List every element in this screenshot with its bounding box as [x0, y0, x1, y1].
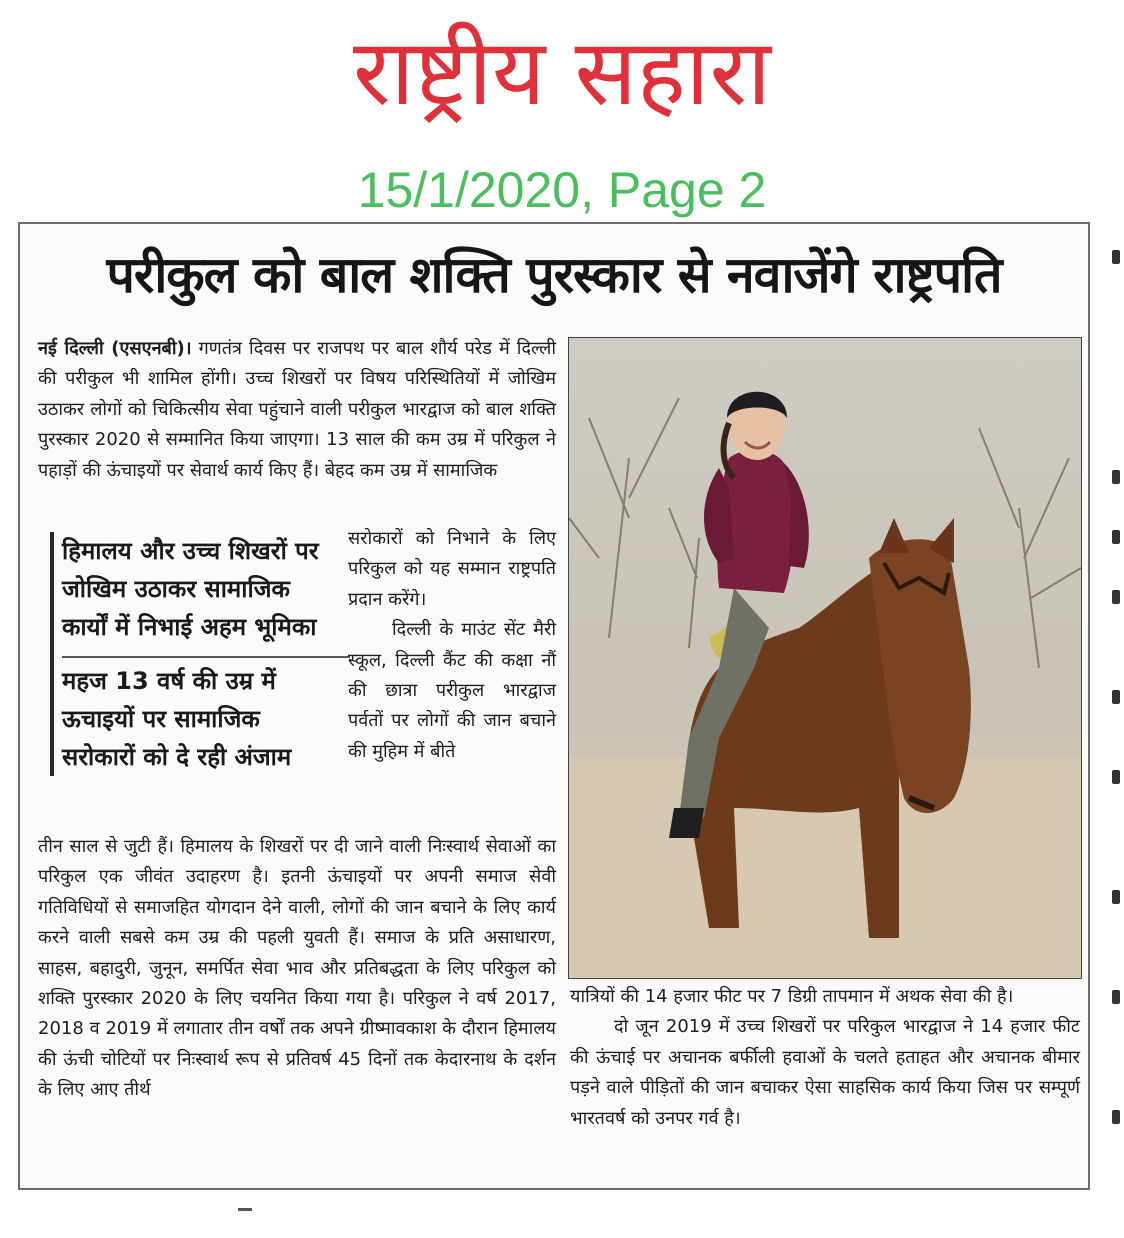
text-fragment — [1112, 470, 1120, 484]
article-right-column — [570, 982, 1080, 1134]
news-clipping — [18, 222, 1090, 1190]
article-intro-text: गणतंत्र दिवस पर राजपथ पर बाल शौर्य परेड में दिल्ली की परीकुल भी शामिल होंगी। उच्च शिखरों पर विषय परिस्थितियों में जोखिम उठाकर लोगों को चिकित्सीय सेवा पहुंचाने वाली परीकुल भारद्वाज को बाल शक्ति पुरस्कार 2020 से सम्मानित किया जाएगा। 13 साल की कम उम्र में परिकुल ने पहाड़ों की ऊंचाइयों पर सेवार्थ कार्य किए हैं। बेहद कम उम्र में सामाजिक — [38, 338, 556, 481]
page-fragment-mark — [238, 1208, 252, 1211]
pull-quote-1: हिमालय और उच्च शिखरों पर जोखिम उठाकर सामाजिक कार्यों में निभाई अहम भूमिका — [62, 537, 319, 641]
article-paragraph: दो जून 2019 में उच्च शिखरों पर परिकुल भारद्वाज ने 14 हजार फीट की ऊंचाई पर अचानक बर्फीली हवाओं के चलते हताहत और अचानक बीमार पड़ने वाले पीड़ितों की जान बचाकर ऐसा साहसिक कार्य किया जिस पर सम्पूर्ण भारतवर्ष को उनपर गर्व है। — [570, 1016, 1080, 1129]
adjacent-column-edge — [1100, 230, 1124, 1190]
article-paragraph: तीन साल से जुटी हैं। हिमालय के शिखरों पर दी जाने वाली निःस्वार्थ सेवाओं का परिकुल एक जीवंत उदाहरण है। इतनी ऊंचाइयों पर अपनी समाज सेवी गतिविधियों से समाजहित योगदान देने वाली, लोगों की जान बचाने के लिए कार्य करने वाली सबसे कम उम्र की पहली युवती हैं। समाज के प्रति असाधारण, साहस, बहादुरी, जुनून, समर्पित सेवा भाव और प्रतिबद्धता के लिए परिकुल को शक्ति पुरस्कार 2020 के लिए चयनित किया गया है। परिकुल ने वर्ष 2017, 2018 व 2019 में लगातार तीन वर्षों तक अपने ग्रीष्मावकाश के दौरान हिमालय की ऊंची चोटियों पर निःस्वार्थ रूप से प्रतिवर्ष 45 दिनों तक केदारनाथ के दर्शन के लिए आए तीर्थ — [38, 836, 556, 1101]
text-fragment — [1112, 690, 1120, 704]
pull-quote-box — [50, 532, 336, 776]
text-fragment — [1112, 250, 1120, 264]
newspaper-masthead: राष्ट्रीय सहारा — [353, 19, 771, 126]
text-fragment — [1112, 590, 1120, 604]
article-narrow-column — [348, 524, 556, 767]
article-headline: परीकुल को बाल शक्ति पुरस्कार से नवाजेंगे राष्ट्रपति — [106, 246, 1002, 304]
pull-quote-divider — [62, 656, 350, 658]
article-dateline-lead: नई दिल्ली (एसएनबी)। — [38, 338, 192, 359]
article-paragraph: यात्रियों की 14 हजार फीट पर 7 डिग्री तापमान में अथक सेवा की है। — [570, 986, 1014, 1007]
text-fragment — [1112, 1110, 1120, 1124]
text-fragment — [1112, 990, 1120, 1004]
text-fragment — [1112, 890, 1120, 904]
text-fragment — [1112, 770, 1120, 784]
pull-quote-2: महज 13 वर्ष की उम्र में ऊचाइयों पर सामाजिक सरोकारों को दे रही अंजाम — [62, 667, 292, 771]
article-paragraph: सरोकारों को निभाने के लिए परिकुल को यह सम्मान राष्ट्रपति प्रदान करेंगे। — [348, 528, 556, 610]
article-photo — [568, 337, 1082, 979]
text-fragment — [1112, 530, 1120, 544]
girl-on-horse-photo — [569, 338, 1081, 978]
publication-date-page: 15/1/2020, Page 2 — [357, 162, 767, 218]
article-lower-column — [38, 832, 556, 1106]
article-paragraph: दिल्ली के माउंट सेंट मैरी स्कूल, दिल्ली कैंट की कक्षा नौं की छात्रा परीकुल भारद्वाज पर्वतों पर लोगों की जान बचाने की मुहिम में बीते — [348, 619, 556, 762]
article-intro-column — [38, 334, 556, 486]
